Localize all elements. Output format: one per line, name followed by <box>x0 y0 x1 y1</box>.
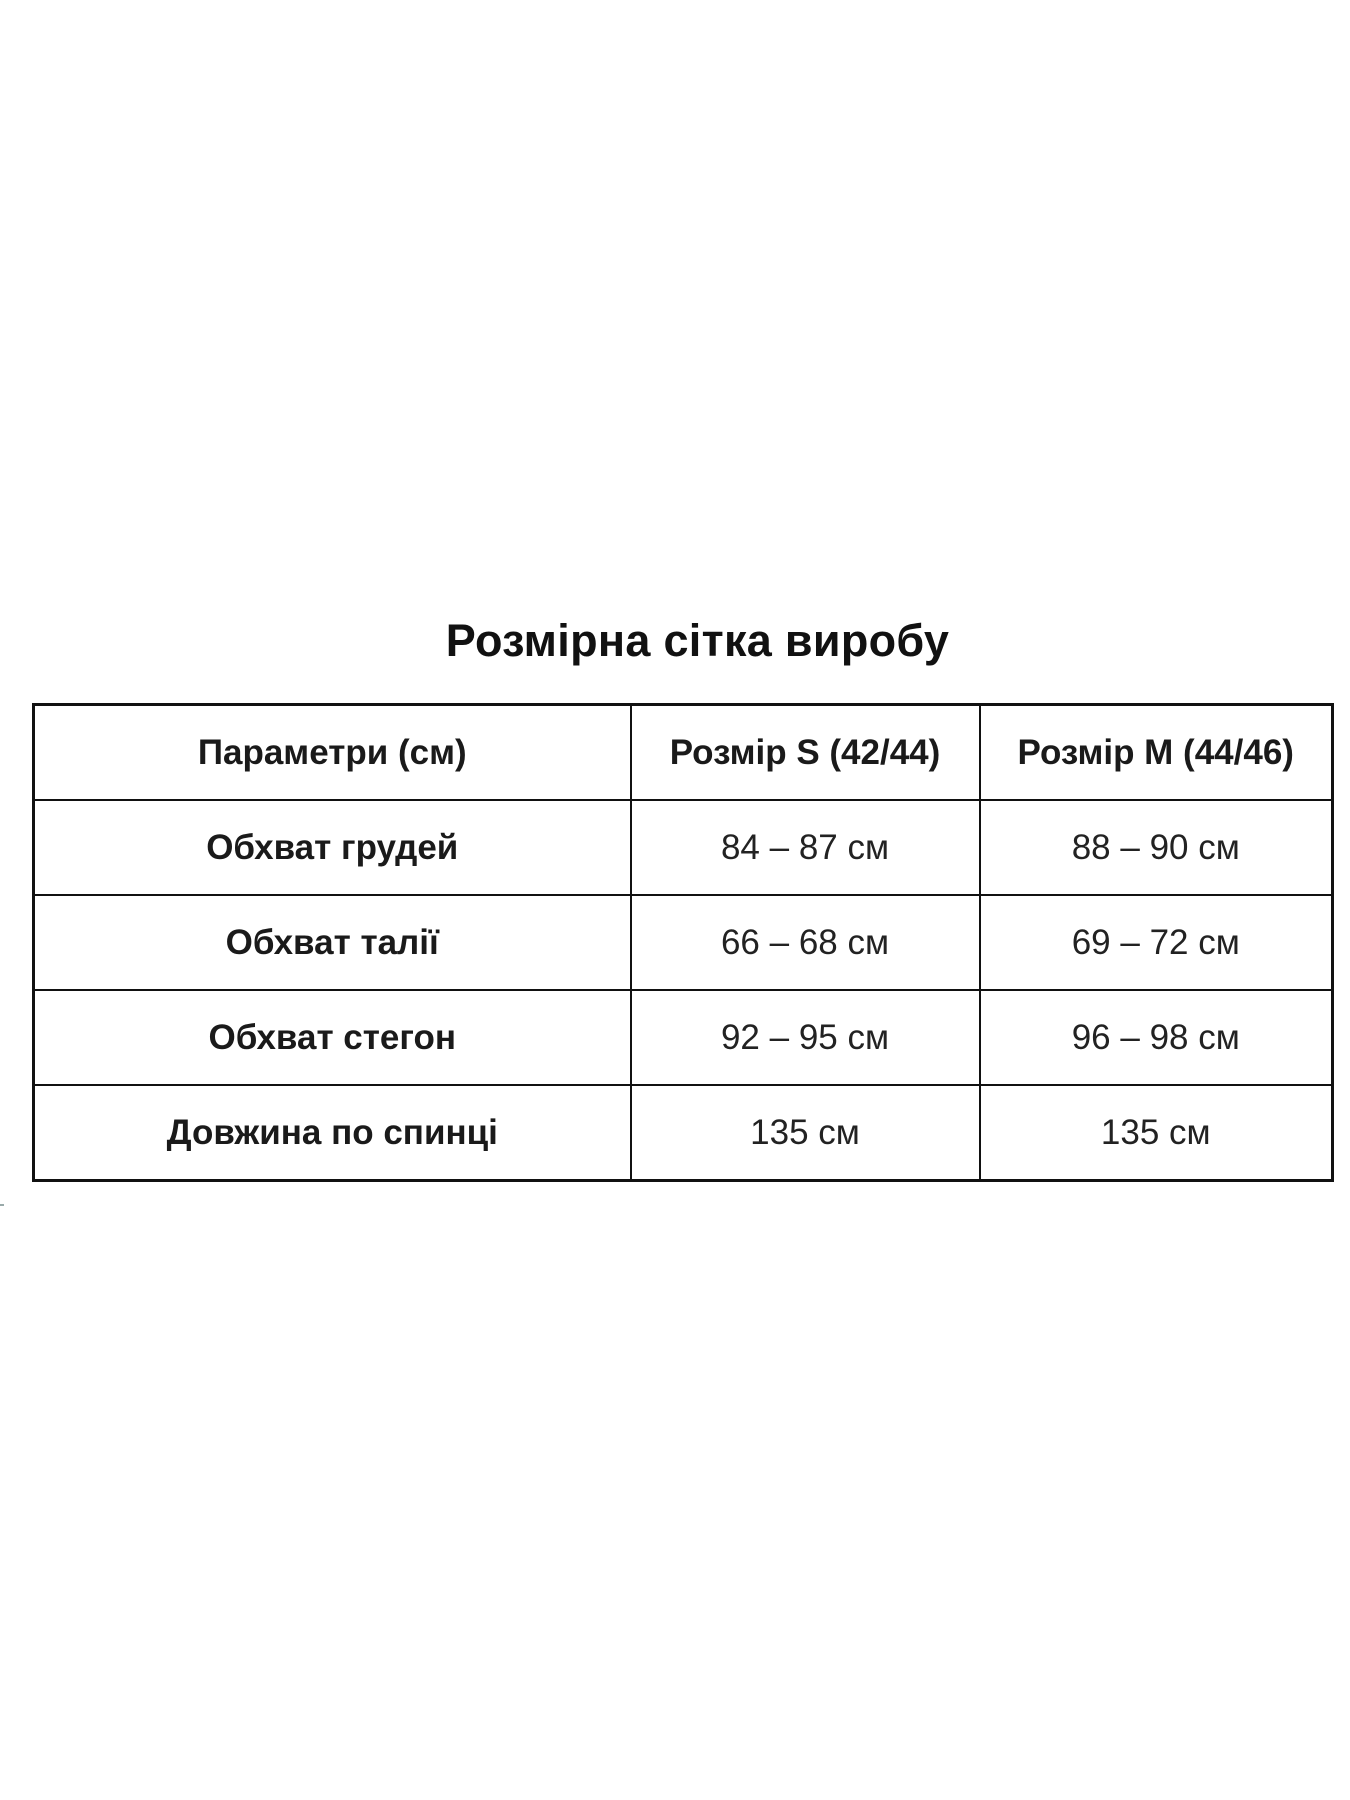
header-size-s: Розмір S (42/44) <box>631 705 980 801</box>
row-size-m-value: 88 – 90 см <box>980 800 1333 895</box>
row-size-s-value: 92 – 95 см <box>631 990 980 1085</box>
table-header-row <box>34 705 1333 801</box>
page-title: Розмірна сітка виробу <box>445 615 950 666</box>
edge-mark <box>0 1204 4 1206</box>
table-row <box>34 800 1333 895</box>
row-size-s-value: 135 см <box>631 1085 980 1181</box>
row-parameter: Обхват стегон <box>34 990 631 1085</box>
row-size-m-value: 96 – 98 см <box>980 990 1333 1085</box>
row-parameter: Обхват талії <box>34 895 631 990</box>
row-parameter: Довжина по спинці <box>34 1085 631 1181</box>
header-parameters: Параметри (см) <box>34 705 631 801</box>
row-parameter: Обхват грудей <box>34 800 631 895</box>
table-row <box>34 1085 1333 1181</box>
table-row <box>34 990 1333 1085</box>
table-row <box>34 895 1333 990</box>
row-size-s-value: 84 – 87 см <box>631 800 980 895</box>
row-size-s-value: 66 – 68 см <box>631 895 980 990</box>
row-size-m-value: 135 см <box>980 1085 1333 1181</box>
size-chart-table <box>32 703 1334 1182</box>
row-size-m-value: 69 – 72 см <box>980 895 1333 990</box>
header-size-m: Розмір M (44/46) <box>980 705 1333 801</box>
